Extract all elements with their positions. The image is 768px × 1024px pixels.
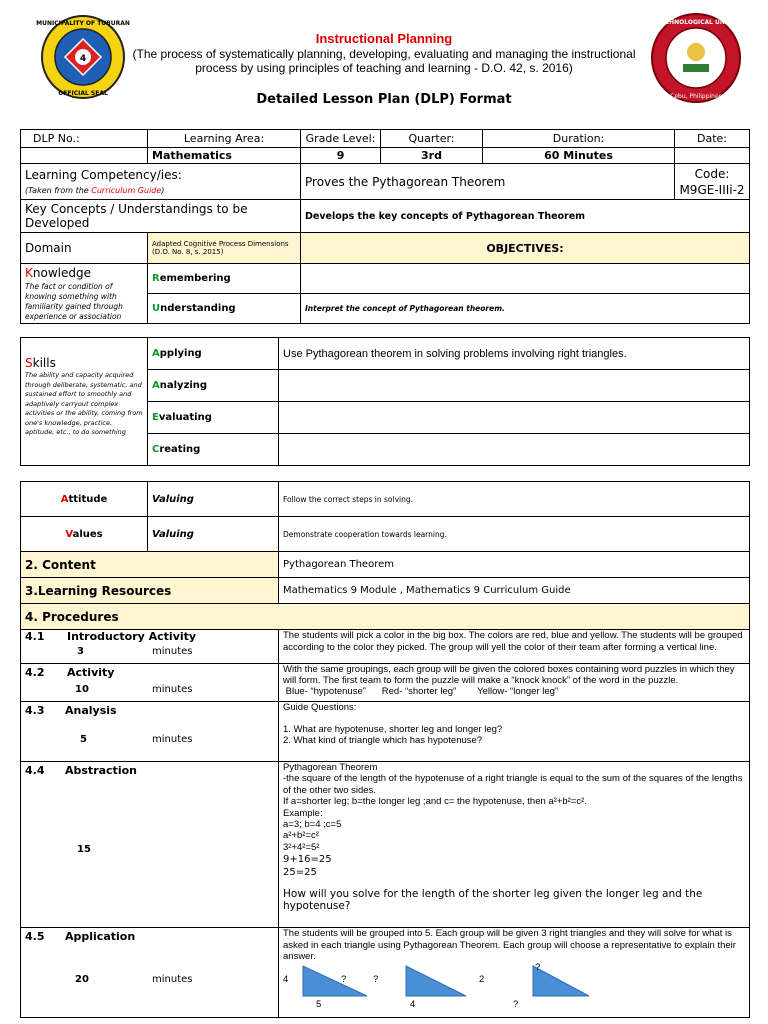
values-objective: Demonstrate cooperation towards learning.	[279, 517, 750, 552]
understanding-label: Understanding	[148, 294, 301, 324]
attitude-objective: Follow the correct steps in solving.	[279, 482, 750, 517]
adapted-label: Adapted Cognitive Process Dimensions (D.O. No. 8, s. 2015)	[148, 233, 301, 264]
key-concepts-value: Develops the key concepts of Pythagorean Theorem	[301, 200, 750, 233]
values-label: Values	[21, 517, 148, 552]
proc-45-time: 20	[75, 974, 89, 985]
proc-44-l6: a²+b²=c²	[283, 830, 319, 842]
proc-43-guide: Guide Questions:	[283, 702, 357, 713]
label-grade-level: Grade Level:	[301, 130, 381, 148]
skills-table	[20, 337, 750, 466]
proc-44-cell	[21, 762, 279, 928]
skills-label: Skills	[25, 356, 56, 370]
proc-45-title: Application	[65, 930, 136, 943]
proc-44-l4: Example:	[283, 807, 323, 819]
content-label: 2. Content	[21, 552, 279, 578]
procedures-label: 4. Procedures	[21, 604, 750, 630]
proc-41-title: Introductory Activity	[67, 630, 197, 643]
proc-44-l7: 3²+4²=5²	[283, 841, 320, 853]
knowledge-cell	[21, 264, 148, 324]
remembering-label: Remembering	[148, 264, 301, 294]
label-dlp-no: DLP No.:	[21, 130, 148, 148]
format-title: Detailed Lesson Plan (DLP) Format	[256, 92, 512, 107]
proc-45-cell	[21, 928, 279, 1018]
proc-42-minutes: minutes	[152, 684, 193, 695]
knowledge-label: Knowledge	[25, 266, 91, 280]
proc-44-num: 4.4	[25, 764, 45, 777]
code-cell	[675, 164, 750, 200]
t3-top-label: ?	[535, 961, 541, 973]
proc-44-l1: Pythagorean Theorem	[283, 762, 378, 773]
resources-value: Mathematics 9 Module , Mathematics 9 Curriculum Guide	[279, 578, 750, 604]
evaluating-label: Evaluating	[148, 402, 279, 434]
objectives-label: OBJECTIVES:	[301, 233, 750, 264]
code-label: Code:	[694, 166, 730, 181]
proc-42-text: With the same groupings, each group will be given the colored boxes containing word puzzles in which they will form. The first team to form the puzzle will make a “knock knock” of the word in the puzzle.	[283, 664, 735, 686]
triangle-2	[406, 966, 466, 996]
label-learning-area: Learning Area:	[148, 130, 301, 148]
duration-value: 60 Minutes	[483, 148, 675, 164]
header-subtitle-2: process by using principles of teaching and learning - D.O. 42, s. 2016)	[195, 61, 573, 75]
knowledge-desc: The fact or condition of knowing something with familiarity gained through experience or association	[25, 282, 123, 321]
creating-label: Creating	[148, 434, 279, 466]
proc-45-text: The students will be grouped into 5. Each group will be given 3 right triangles and they will solve for what is asked in each triangle using Pythagorean Theorem. Each group will choose a representative to explain their answer.	[283, 928, 736, 962]
quarter-value: 3rd	[381, 148, 483, 164]
domain-label: Domain	[21, 233, 148, 264]
resources-label: 3.Learning Resources	[21, 578, 279, 604]
skills-desc: The ability and capacity acquired through deliberate, systematic, and sustained effort to smoothly and adaptively carryout complex activities or the ability, coming from one's knowledge, practice, aptitude, etc., to do something	[25, 371, 143, 436]
triangles-area	[283, 963, 745, 1011]
t1-hyp-label: ?	[341, 973, 347, 985]
svg-text:Cebu, Philippines: Cebu, Philippines	[670, 93, 722, 100]
triangle-3	[533, 966, 589, 996]
proc-41-time: 3	[77, 646, 84, 657]
proc-42-colors: Blue- “hypotenuse” Red- “shorter leg” Yellow- “longer leg”	[283, 686, 559, 697]
proc-44-l3: If a=shorter leg; b=the longer leg ;and c= the hypotenuse, then a²+b²=c².	[283, 796, 587, 808]
procedures-table	[20, 481, 750, 1018]
grade-level-value: 9	[301, 148, 381, 164]
label-duration: Duration:	[483, 130, 675, 148]
key-concepts-label: Key Concepts / Understandings to be Developed	[21, 200, 301, 233]
t3-base-label: ?	[513, 998, 519, 1010]
proc-41-cell	[21, 630, 279, 664]
proc-43-cell	[21, 702, 279, 762]
proc-45-minutes: minutes	[152, 974, 193, 985]
proc-41-num: 4.1	[25, 630, 45, 643]
proc-41-minutes: minutes	[152, 646, 193, 657]
svg-text:OFFICIAL SEAL: OFFICIAL SEAL	[58, 90, 108, 97]
svg-text:MUNICIPALITY OF TUBURAN: MUNICIPALITY OF TUBURAN	[36, 20, 130, 27]
proc-43-q1: 1. What are hypotenuse, shorter leg and longer leg?	[283, 723, 503, 735]
competency-cell	[21, 164, 301, 200]
proc-42-cell	[21, 664, 279, 702]
proc-45-num: 4.5	[25, 930, 45, 943]
proc-44-time: 15	[77, 844, 91, 855]
content-value: Pythagorean Theorem	[279, 552, 750, 578]
proc-44-question: How will you solve for the length of the shorter leg given the longer leg and the hypotenuse?	[283, 888, 703, 912]
t1-base-label: 5	[316, 998, 322, 1010]
applying-objective: Use Pythagorean theorem in solving problems involving right triangles.	[279, 338, 750, 370]
competency-note-pre: (Taken from the	[25, 186, 92, 195]
attitude-process: Valuing	[148, 482, 279, 517]
t2-base-label: 4	[410, 998, 416, 1010]
proc-44-l8: 9+16=25	[283, 854, 332, 866]
proc-43-title: Analysis	[65, 704, 117, 717]
skills-cell	[21, 338, 148, 466]
svg-text:CEBU TECHNOLOGICAL UNIVERSITY: CEBU TECHNOLOGICAL UNIVERSITY	[636, 19, 756, 26]
label-quarter: Quarter:	[381, 130, 483, 148]
proc-44-l2: -the square of the length of the hypotenuse of a right triangle is equal to the sum of the squares of the lengths of the other two sides.	[283, 773, 743, 796]
attitude-label: Attitude	[21, 482, 148, 517]
proc-44-l5: a=3; b=4 ;c=5	[283, 819, 342, 831]
values-process: Valuing	[148, 517, 279, 552]
understanding-objective: Interpret the concept of Pythagorean theorem.	[301, 294, 750, 324]
proc-44-title: Abstraction	[65, 764, 137, 777]
code-value: M9GE-IIIi-2	[679, 182, 745, 197]
svg-text:4: 4	[79, 54, 87, 64]
learning-area-value: Mathematics	[148, 148, 301, 164]
triangle-1	[303, 966, 367, 996]
competency-label: Learning Competency/ies:	[25, 168, 182, 182]
proc-42-time: 10	[75, 684, 89, 695]
proc-43-time: 5	[80, 734, 87, 745]
competency-note-post: )	[161, 186, 165, 195]
proc-42-title: Activity	[67, 666, 115, 679]
proc-42-num: 4.2	[25, 666, 45, 679]
analyzing-label: Analyzing	[148, 370, 279, 402]
header-title: Instructional Planning	[315, 31, 453, 46]
proc-44-l9: 25=25	[283, 867, 317, 879]
info-table	[20, 129, 750, 324]
applying-label: Applying	[148, 338, 279, 370]
proc-43-minutes: minutes	[152, 734, 193, 745]
competency-note-red: Curriculum Guide	[91, 186, 162, 195]
proc-41-text: The students will pick a color in the big box. The colors are red, blue and yellow. The students will be grouped according to the color they picked. The group will yell the color of their team after forming a vertical line.	[279, 630, 750, 664]
t1-left-label: 4	[283, 973, 289, 985]
proc-43-q2: 2. What kind of triangle which has hypotenuse?	[283, 735, 483, 746]
proc-43-num: 4.3	[25, 704, 45, 717]
label-date: Date:	[675, 130, 750, 148]
header-subtitle-1: (The process of systematically planning, developing, evaluating and managing the instructional	[132, 47, 636, 61]
competency-value: Proves the Pythagorean Theorem	[301, 164, 675, 200]
t1-q-label: ?	[373, 973, 379, 985]
t2-right-label: 2	[479, 973, 485, 985]
